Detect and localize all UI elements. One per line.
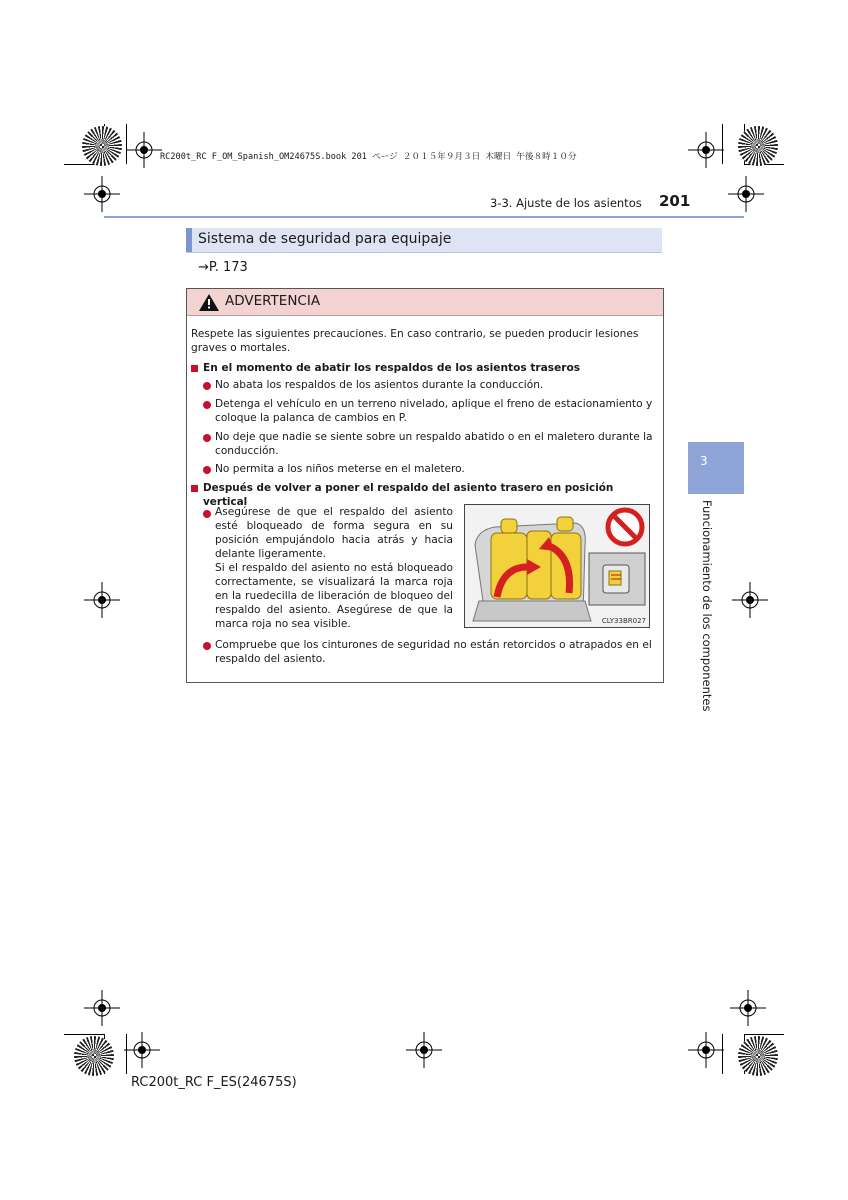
list-item: Compruebe que los cinturones de seguridad no están retorcidos o atrapados en el respaldo del asiento. (215, 639, 652, 665)
title-accent (186, 228, 192, 252)
group-title: En el momento de abatir los respaldos de los asientos traseros (203, 362, 581, 374)
seat-illustration (464, 504, 650, 628)
crop-line (64, 1034, 104, 1035)
registration-mark-icon (728, 176, 764, 212)
registration-mark-icon (732, 582, 768, 618)
sunburst-mark-icon (74, 1036, 114, 1076)
section-title-bar (186, 228, 662, 253)
registration-mark-icon (688, 132, 724, 168)
bullet-icon (203, 642, 211, 650)
sunburst-mark-icon (82, 126, 122, 166)
sunburst-mark-icon (738, 1036, 778, 1076)
square-bullet-icon (191, 485, 198, 492)
page-reference: →P. 173 (198, 260, 248, 275)
chapter-number: 3 (700, 454, 708, 468)
registration-mark-icon (124, 1032, 160, 1068)
registration-mark-icon (84, 990, 120, 1026)
list-item: No deje que nadie se siente sobre un respaldo abatido o en el maletero durante la conducción. (215, 431, 653, 457)
bullet-icon (203, 434, 211, 442)
registration-mark-icon (126, 132, 162, 168)
bullet-icon (203, 466, 211, 474)
crop-line (744, 1034, 784, 1035)
registration-mark-icon (406, 1032, 442, 1068)
section-label: 3-3. Ajuste de los asientos (490, 196, 642, 210)
bullet-icon (203, 382, 211, 390)
warning-heading: ADVERTENCIA (225, 293, 321, 309)
list-item: Asegúrese de que el respaldo del asiento esté bloqueado de forma segura en su posición empujándolo hacia atrás y hacia delante ligeramente. (215, 506, 453, 560)
group-title: Después de volver a poner el respaldo del asiento trasero en posición vertical (203, 482, 614, 508)
list-item-continuation: Si el respaldo del asiento no está bloqueado correctamente, se visualizará la marca roja en la ruedecilla de liberación de bloqueo del respaldo del asiento. Asegúrese de que la marca roja no sea visible. (215, 562, 453, 630)
square-bullet-icon (191, 365, 198, 372)
registration-mark-icon (688, 1032, 724, 1068)
warning-triangle-icon (199, 294, 219, 311)
registration-mark-icon (84, 176, 120, 212)
rear-seat-drawing (465, 505, 649, 627)
image-code: CLY33BR027 (601, 617, 646, 625)
registration-mark-icon (730, 990, 766, 1026)
book-meta-line: RC200t_RC F_OM_Spanish_OM24675S.book 201 ページ ２０１５年９月３日 木曜日 午後８時１０分 (160, 152, 577, 162)
list-item: No permita a los niños meterse en el maletero. (215, 463, 465, 475)
bullet-icon (203, 510, 211, 518)
list-item: Detenga el vehículo en un terreno nivelado, aplique el freno de estacionamiento y coloque la palanca de cambios en P. (215, 398, 653, 424)
registration-mark-icon (84, 582, 120, 618)
warning-header (187, 289, 663, 316)
sunburst-mark-icon (738, 126, 778, 166)
header-rule (104, 216, 744, 218)
bullet-icon (203, 401, 211, 409)
list-item: No abata los respaldos de los asientos durante la conducción. (215, 379, 544, 391)
footer-code: RC200t_RC F_ES(24675S) (131, 1075, 297, 1090)
chapter-caption: Funcionamiento de los componentes (700, 500, 714, 712)
page-number: 201 (659, 192, 691, 210)
chapter-tab[interactable] (688, 442, 744, 494)
warning-intro: Respete las siguientes precauciones. En caso contrario, se pueden producir lesiones graves o mortales. (191, 328, 639, 354)
section-title: Sistema de seguridad para equipaje (198, 231, 452, 247)
